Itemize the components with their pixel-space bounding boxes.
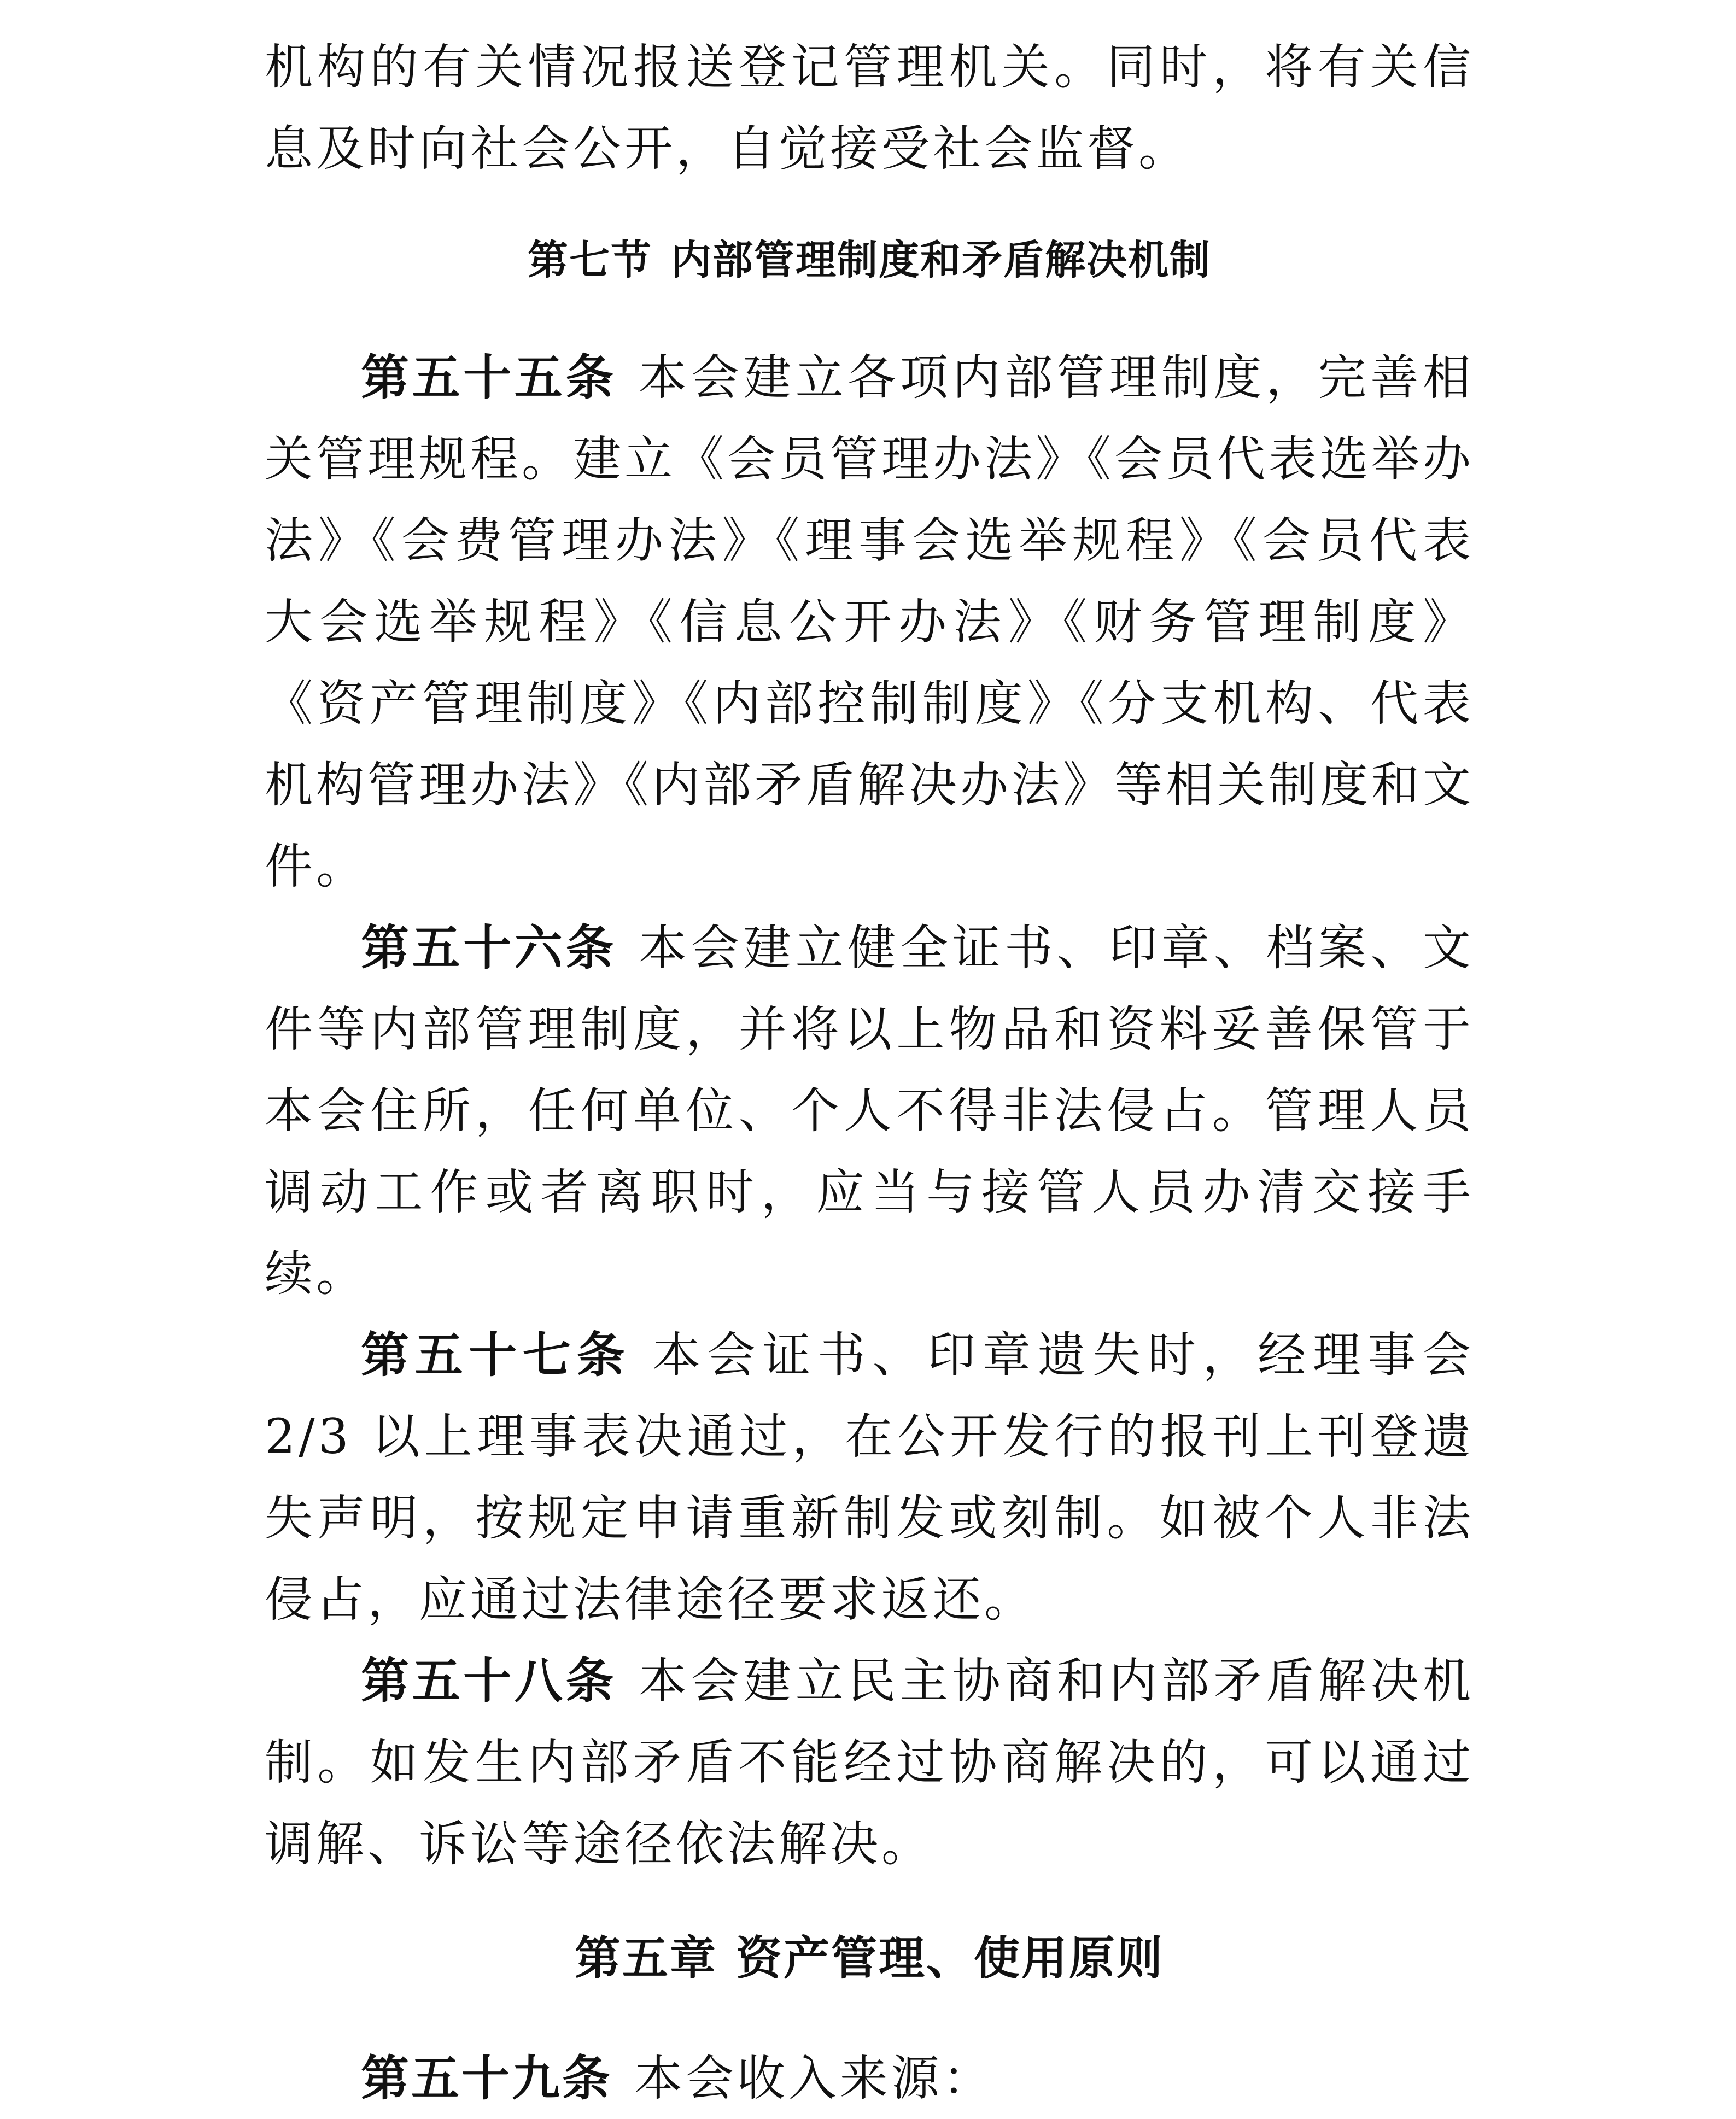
- article-text: 本会建立民主协商和内部矛盾解决机制。如发生内部矛盾不能经过协商解决的，可以通过调解、诉讼等途径依法解决。: [265, 1653, 1474, 1872]
- article-59: [265, 2038, 1474, 2119]
- article-label: 第五十七条: [361, 1327, 631, 1383]
- chapter-title: 资产管理、使用原则: [736, 1931, 1165, 1985]
- article-text: 本会证书、印章遗失时，经理事会 2/3 以上理事表决通过，在公开发行的报刊上刊登遗失声明，按规定申请重新制发或刻制。如被个人非法侵占，应通过法律途径要求返还。: [265, 1327, 1474, 1628]
- article-text: 本会建立各项内部管理制度，完善相关管理规程。建立《会员管理办法》《会员代表选举办法》《会费管理办法》《理事会选举规程》《会员代表大会选举规程》《信息公开办法》《财务管理制度》《资产管理制度》《内部控制制度》《分支机构、代表机构管理办法》《内部矛盾解决办法》等相关制度和文件。: [265, 349, 1475, 894]
- section-number: 第七节: [528, 237, 652, 284]
- article-text: 本会建立健全证书、印章、档案、文件等内部管理制度，并将以上物品和资料妥善保管于本会住所，任何单位、个人不得非法侵占。管理人员调动工作或者离职时，应当与接管人员办清交接手续。: [265, 920, 1474, 1302]
- section-heading: [265, 227, 1474, 293]
- section-title: 内部管理制度和矛盾解决机制: [671, 237, 1211, 284]
- chapter-heading: [265, 1923, 1474, 1994]
- article-57: [265, 1314, 1474, 1640]
- article-text: 本会收入来源：: [634, 2050, 995, 2106]
- chapter-number: 第五章: [574, 1931, 717, 1985]
- article-55: [265, 337, 1474, 907]
- continuation-paragraph: 机构的有关情况报送登记管理机关。同时，将有关信息及时向社会公开，自觉接受社会监督。: [265, 39, 1474, 177]
- article-58: [265, 1640, 1474, 1884]
- document-page: [265, 0, 1474, 2119]
- article-label: 第五十五条: [361, 349, 617, 406]
- article-56: [265, 907, 1474, 1314]
- article-label: 第五十八条: [361, 1653, 617, 1709]
- article-label: 第五十九条: [361, 2050, 613, 2106]
- article-label: 第五十六条: [361, 920, 617, 976]
